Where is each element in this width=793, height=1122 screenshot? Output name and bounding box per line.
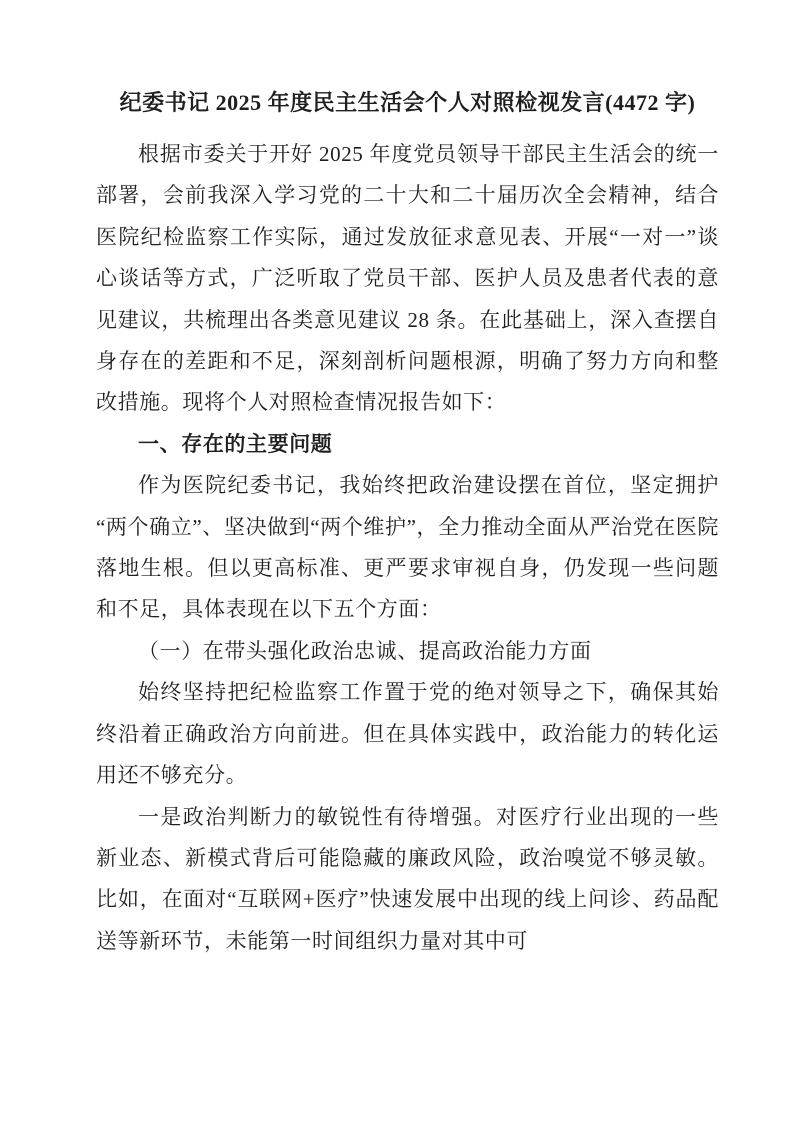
paragraph-overview: 作为医院纪委书记，我始终把政治建设摆在首位，坚定拥护“两个确立”、坚决做到“两个维护”，全力推动全面从严治党在医院落地生根。但以更高标准、更严要求审视自身，仍发现一些问题和不足，具体表现在以下五个方面： xyxy=(96,473,719,622)
subsection-heading-political-loyalty: （一）在带头强化政治忠诚、提高政治能力方面 xyxy=(138,638,592,663)
document-title: 纪委书记 2025 年度民主生活会个人对照检视发言(4472 字) xyxy=(119,90,696,115)
section-heading-main-problems: 一、存在的主要问题 xyxy=(138,431,333,456)
paragraph-political-judgment: 一是政治判断力的敏锐性有待增强。对医疗行业出现的一些新业态、新模式背后可能隐藏的廉政风险，政治嗅觉不够灵敏。比如，在面对“互联网+医疗”快速发展中出现的线上问诊、药品配送等新环节，未能第一时间组织力量对其中可 xyxy=(96,804,719,953)
paragraph-intro: 根据市委关于开好 2025 年度党员领导干部民主生活会的统一部署，会前我深入学习党的二十大和二十届历次全会精神，结合医院纪检监察工作实际，通过发放征求意见表、开展“一对一”谈心谈话等方式，广泛听取了党员干部、医护人员及患者代表的意见建议，共梳理出各类意见建议 28 条。在此基础上，深入查摆自身存在的差距和不足，深刻剖析问题根源，明确了努力方向和整改措施。现将个人对照检查情况报告如下： xyxy=(96,142,719,415)
paragraph-political-practice: 始终坚持把纪检监察工作置于党的绝对领导之下，确保其始终沿着正确政治方向前进。但在具体实践中，政治能力的转化运用还不够充分。 xyxy=(96,680,719,788)
